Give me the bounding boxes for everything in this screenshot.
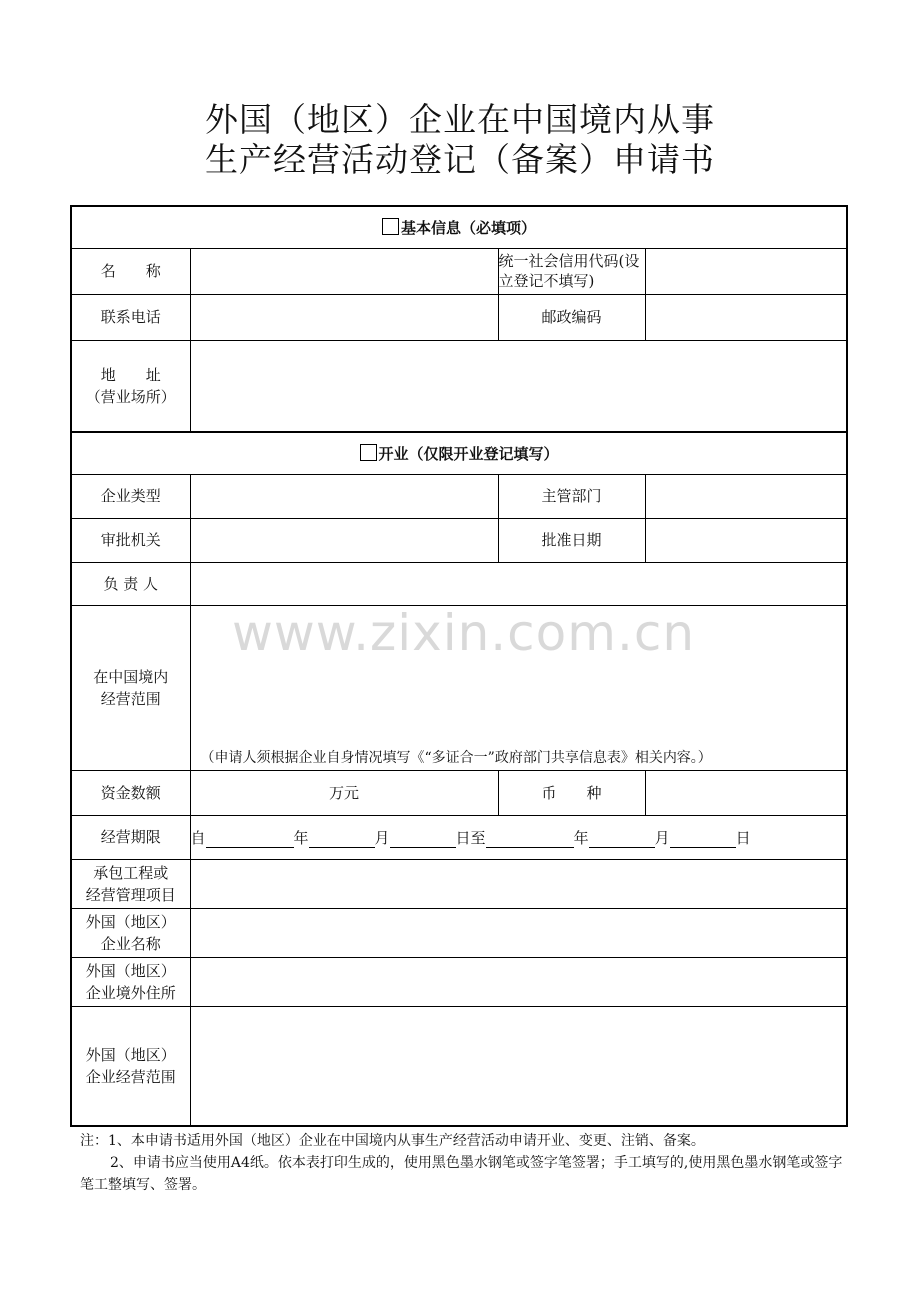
watermark: www.zixin.com.cn [232, 604, 696, 662]
person-in-charge-field[interactable] [190, 562, 847, 605]
address-label [71, 340, 190, 432]
enterprise-type-field[interactable] [190, 474, 498, 518]
checkbox-basic-info[interactable] [382, 218, 399, 235]
foreign-name-label-line-1: 外国（地区） [85, 912, 176, 931]
capital-label: 资金数额 [71, 770, 190, 815]
foreign-address-label-line-2: 企业境外住所 [85, 983, 176, 1002]
address-field[interactable] [190, 340, 847, 432]
foreign-name-label [71, 908, 190, 957]
period-year-2: 年 [573, 828, 589, 847]
period-month-1: 月 [374, 828, 390, 847]
project-label-line-2: 经营管理项目 [85, 885, 176, 904]
notes [80, 1130, 845, 1196]
capital-unit: 万元 [328, 784, 359, 802]
enterprise-type-label: 企业类型 [71, 474, 190, 518]
business-scope-label-line-1: 在中国境内 [93, 667, 169, 686]
section-opening[interactable] [71, 432, 847, 474]
checkbox-opening[interactable] [360, 444, 377, 461]
postal-code-label: 邮政编码 [498, 294, 645, 340]
foreign-name-field[interactable] [190, 908, 847, 957]
foreign-address-field[interactable] [190, 957, 847, 1006]
project-field[interactable] [190, 859, 847, 908]
foreign-name-label-line-2: 企业名称 [100, 934, 161, 953]
section-basic-info-label: 基本信息（必填项） [401, 218, 537, 237]
period-day-to: 日至 [455, 828, 486, 847]
end-year-blank[interactable] [486, 831, 574, 848]
foreign-scope-label-line-1: 外国（地区） [85, 1045, 176, 1064]
approval-date-field[interactable] [645, 518, 847, 562]
start-year-blank[interactable] [206, 831, 294, 848]
section-basic-info[interactable] [71, 206, 847, 248]
address-label-line-1: 地 址 [100, 365, 161, 384]
period-year-1: 年 [293, 828, 309, 847]
section-opening-label: 开业（仅限开业登记填写） [378, 444, 559, 463]
end-month-blank[interactable] [589, 831, 655, 848]
person-in-charge-label: 负 责 人 [71, 562, 190, 605]
approval-org-field[interactable] [190, 518, 498, 562]
period-day-2: 日 [735, 828, 751, 847]
phone-field[interactable] [190, 294, 498, 340]
approval-org-label: 审批机关 [71, 518, 190, 562]
currency-label: 币 种 [498, 770, 645, 815]
business-scope-label [71, 605, 190, 770]
period-month-2: 月 [654, 828, 670, 847]
page-title-line-2: 生产经营活动登记（备案）申请书 [205, 140, 715, 179]
application-form [70, 205, 848, 1127]
period-from: 自 [190, 828, 206, 847]
note-2: 2、申请书应当使用A4纸。依本表打印生成的，使用黑色墨水钢笔或签字笔签署；手工填写的,使用黑色墨水钢笔或签字笔工整填写、签署。 [80, 1155, 843, 1193]
postal-code-field[interactable] [645, 294, 847, 340]
name-field[interactable] [190, 248, 498, 294]
authority-dept-field[interactable] [645, 474, 847, 518]
approval-date-label: 批准日期 [498, 518, 645, 562]
foreign-address-label [71, 957, 190, 1006]
credit-code-label: 统一社会信用代码(设立登记不填写) [498, 248, 645, 294]
foreign-address-label-line-1: 外国（地区） [85, 961, 176, 980]
foreign-scope-label [71, 1006, 190, 1126]
capital-field[interactable] [190, 770, 498, 815]
authority-dept-label: 主管部门 [498, 474, 645, 518]
start-day-blank[interactable] [390, 831, 456, 848]
business-scope-hint: （申请人须根据企业自身情况填写《“多证合一”政府部门共享信息表》相关内容。） [200, 749, 712, 766]
business-scope-label-line-2: 经营范围 [100, 689, 161, 708]
currency-field[interactable] [645, 770, 847, 815]
address-label-line-2: （营业场所） [85, 387, 176, 406]
business-scope-field[interactable] [190, 605, 847, 770]
period-label: 经营期限 [71, 815, 190, 859]
start-month-blank[interactable] [309, 831, 375, 848]
project-label-line-1: 承包工程或 [93, 863, 169, 882]
note-1: 注：1、本申请书适用外国（地区）企业在中国境内从事生产经营活动申请开业、变更、注销、备案。 [80, 1133, 705, 1149]
phone-label: 联系电话 [71, 294, 190, 340]
page-title-line-1: 外国（地区）企业在中国境内从事 [205, 100, 715, 139]
foreign-scope-label-line-2: 企业经营范围 [85, 1067, 176, 1086]
period-field[interactable] [190, 815, 847, 859]
name-label: 名 称 [71, 248, 190, 294]
credit-code-field[interactable] [645, 248, 847, 294]
foreign-scope-field[interactable] [190, 1006, 847, 1126]
end-day-blank[interactable] [670, 831, 736, 848]
project-label [71, 859, 190, 908]
